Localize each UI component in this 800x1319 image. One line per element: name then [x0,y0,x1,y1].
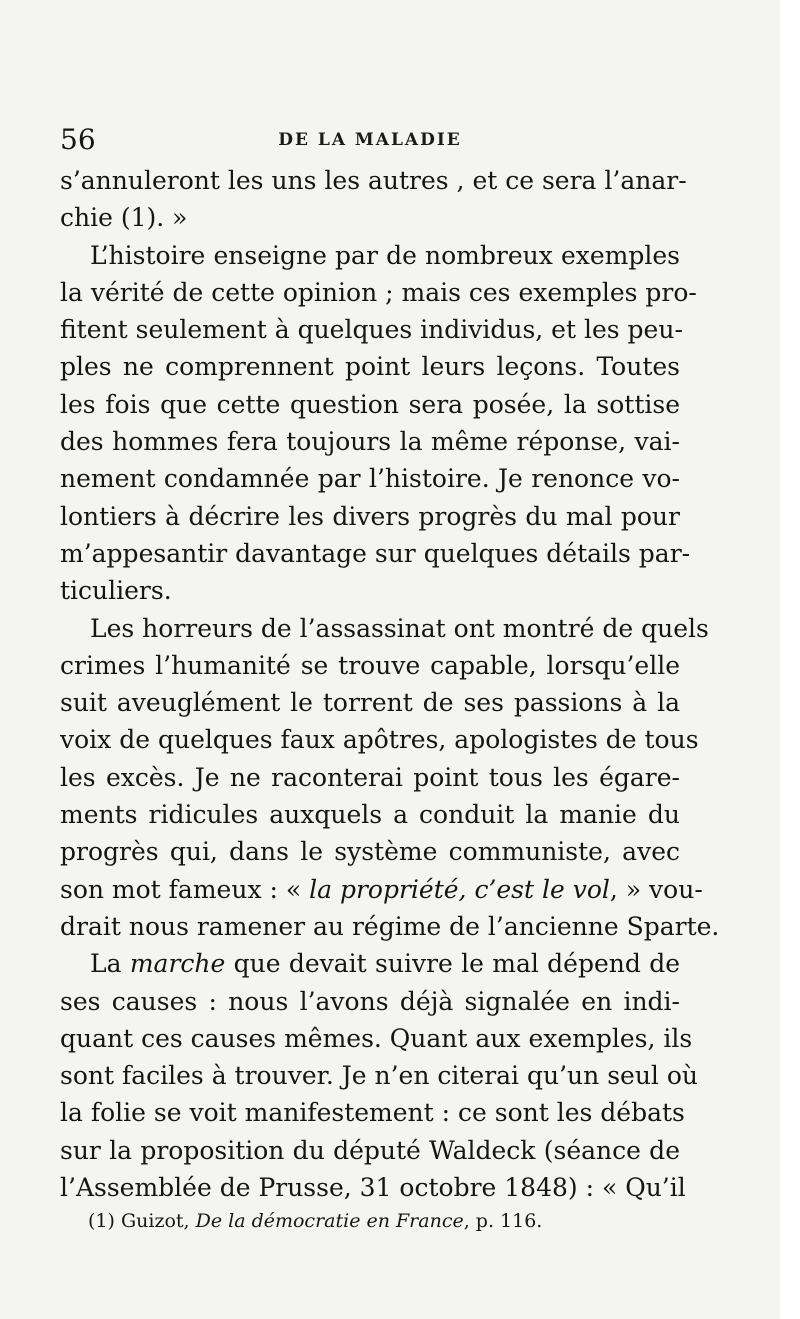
text-line [60,945,680,982]
text-line: les excès. Je ne raconterai point tous les égare- [60,762,680,792]
text-line: la vérité de cette opinion ; mais ces exemples pro- [60,277,697,307]
text-segment: son mot fameux : « [60,874,310,904]
footnote-rest: , p. 116. [463,1210,543,1232]
text-line: s’annuleront les uns les autres , et ce sera l’anar- [60,166,687,195]
text-line: Les horreurs de l’assassinat ont montré de quels [90,613,709,643]
text-line: suit aveuglément le torrent de ses passions à la [60,688,680,718]
text-line: L’histoire enseigne par de nombreux exemples [90,240,680,270]
text-line: fitent seulement à quelques individus, et les peu- [60,315,683,345]
text-line: des hommes fera toujours la même réponse, vai- [60,427,680,457]
text-segment: La [90,949,130,979]
text-line: sur la proposition du député Waldeck (séance de [60,1135,680,1165]
text-line: la folie se voit manifestement : ce sont les débats [60,1098,685,1128]
page-number: 56 [60,123,96,156]
footnote-author: Guizot, [120,1210,196,1232]
footnote [88,1208,668,1234]
footnote-marker: (1) [88,1210,121,1232]
body-text [60,162,720,1206]
text-line: m’appesantir davantage sur quelques détails par- [60,538,691,568]
page-header [60,122,680,162]
text-line [60,871,703,908]
text-line: quant ces causes mêmes. Quant aux exemples, ils [60,1023,693,1053]
text-line: crimes l’humanité se trouve capable, lorsqu’elle [60,650,680,680]
text-line: l’Assemblée de Prusse, 31 octobre 1848) : « Qu’il [60,1173,686,1203]
italic-segment: marche [129,949,226,979]
text-line: voix de quelques faux apôtres, apologistes de tous [60,725,699,755]
text-line: ticuliers. [60,576,172,606]
text-line: progrès qui, dans le système communiste, avec [60,837,680,867]
text-line: ments ridicules auxquels a conduit la manie du [60,800,680,830]
scan-margin [780,0,800,1319]
italic-segment: la propriété, c’est le vol [309,874,610,904]
text-line: chie (1). » [60,203,188,233]
text-line: ses causes : nous l’avons déjà signalée en indi- [60,986,680,1016]
text-segment: que devait suivre le mal dépend de [225,949,680,979]
text-segment: , » vou- [609,874,703,904]
text-line: les fois que cette question sera posée, la sottise [60,389,680,419]
text-line: ples ne comprennent point leurs leçons. Toutes [60,352,680,382]
footnote-title: De la démocratie en France [195,1210,464,1232]
text-line: lontiers à décrire les divers progrès du mal pour [60,501,680,531]
text-line: drait nous ramener au régime de l’ancienne Sparte. [60,911,720,941]
running-title: DE LA MALADIE [278,130,462,150]
text-line: nement condamnée par l’histoire. Je renonce vo- [60,464,680,494]
text-line: sont faciles à trouver. Je n’en citerai qu’un seul où [60,1061,699,1091]
